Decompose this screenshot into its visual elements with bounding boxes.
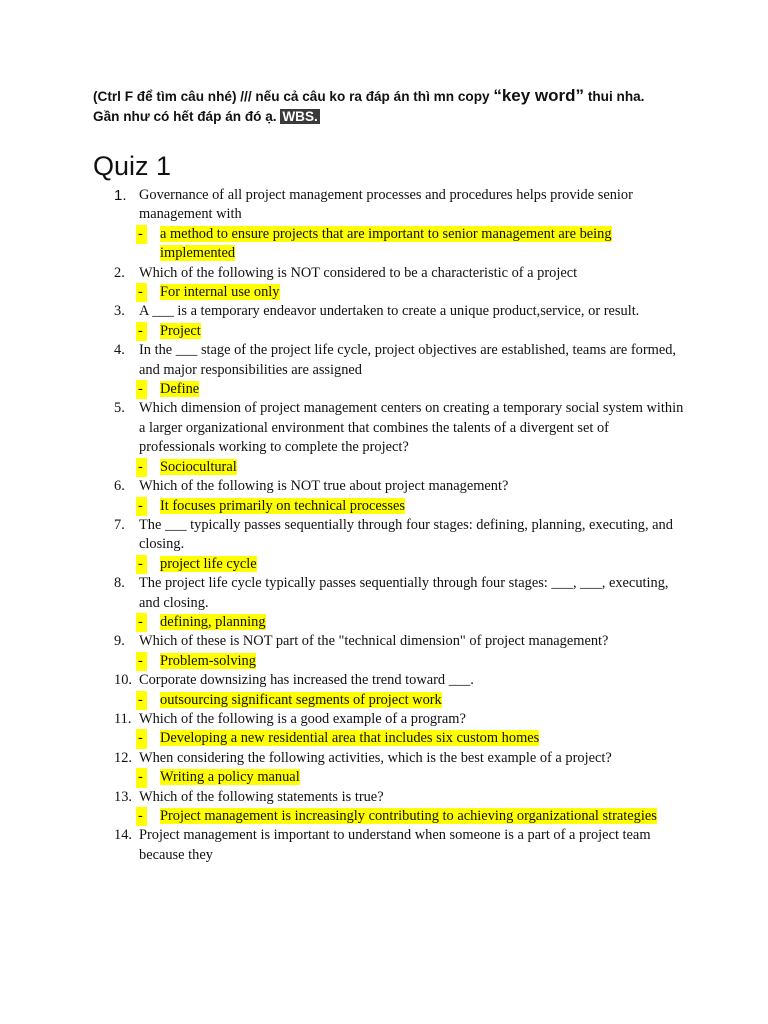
question-text: Project management is important to understand when someone is a part of a project team because they — [139, 827, 651, 863]
question — [114, 788, 684, 807]
question-number: 12. — [114, 749, 132, 766]
question-item — [114, 574, 684, 632]
answer — [114, 691, 684, 710]
question-item — [114, 516, 684, 574]
question-number: 2. — [114, 264, 125, 281]
answer-bullet: - — [136, 283, 147, 302]
answer-bullet: - — [136, 729, 147, 748]
answer-bullet: - — [136, 497, 147, 516]
question-number: 7. — [114, 516, 125, 533]
question-item — [114, 749, 684, 788]
question-text: Which of these is NOT part of the "technical dimension" of project management? — [139, 633, 609, 650]
answer-bullet: - — [136, 458, 147, 477]
answer — [114, 768, 684, 787]
question-number: 5. — [114, 400, 125, 417]
answer-text: Project — [160, 322, 201, 339]
question-text: In the ___ stage of the project life cycle, project objectives are established, teams are formed, and major responsibilities are assigned — [139, 342, 677, 378]
intro-text: (Ctrl F để tìm câu nhé) /// nếu cả câu ko ra đáp án thì mn copy — [93, 89, 494, 104]
answer-bullet: - — [136, 380, 147, 399]
question-list — [114, 186, 684, 865]
answer — [114, 458, 684, 477]
question-item — [114, 671, 684, 710]
question — [114, 826, 684, 865]
question — [114, 186, 684, 225]
question-number: 11. — [114, 710, 132, 727]
question-number: 3. — [114, 303, 125, 320]
intro-note — [93, 86, 713, 127]
question-text: Which of the following statements is true? — [139, 788, 384, 805]
answer-text: defining, planning — [160, 613, 266, 630]
question — [114, 302, 684, 321]
question-number: 8. — [114, 575, 125, 592]
question-item — [114, 632, 684, 671]
question-text: The project life cycle typically passes sequentially through four stages: ___, ___, executing, and closing. — [139, 575, 669, 611]
answer — [114, 555, 684, 574]
answer — [114, 652, 684, 671]
answer — [114, 613, 684, 632]
question — [114, 516, 684, 555]
question-item — [114, 710, 684, 749]
answer-text: outsourcing significant segments of project work — [160, 691, 442, 708]
question-number: 13. — [114, 788, 132, 805]
intro-line-2: Gần như có hết đáp án đó ạ. — [93, 109, 281, 124]
answer-bullet: - — [136, 225, 147, 244]
answer-text: Sociocultural — [160, 458, 237, 475]
question-text: Which of the following is NOT considered to be a characteristic of a project — [139, 264, 578, 281]
answer — [114, 225, 684, 264]
answer-text: Developing a new residential area that includes six custom homes — [160, 730, 540, 747]
question — [114, 341, 684, 380]
answer-bullet: - — [136, 613, 147, 632]
question-text: Which dimension of project management centers on creating a temporary social system within a larger organizational environment that combines the talents of a divergent set of professionals working to complete the project? — [139, 400, 684, 456]
key-word-text: “key word” — [493, 86, 585, 105]
question-item — [114, 399, 684, 477]
question-text: Corporate downsizing has increased the trend toward ___. — [139, 672, 474, 689]
answer — [114, 729, 684, 748]
answer — [114, 283, 684, 302]
question-item — [114, 341, 684, 399]
question-item — [114, 302, 684, 341]
answer — [114, 322, 684, 341]
answer-text: project life cycle — [160, 555, 257, 572]
answer-text: Problem-solving — [160, 652, 256, 669]
answer-bullet: - — [136, 652, 147, 671]
question-item — [114, 264, 684, 303]
question-text: Which of the following is NOT true about project management? — [139, 478, 509, 495]
answer-text: a method to ensure projects that are important to senior management are being implemented — [160, 225, 612, 262]
question-text: The ___ typically passes sequentially through four stages: defining, planning, executing, and closing. — [139, 516, 673, 553]
question — [114, 749, 684, 768]
answer-bullet: - — [136, 322, 147, 341]
answer-bullet: - — [136, 807, 147, 826]
question-number: 1. — [114, 187, 127, 204]
question — [114, 710, 684, 729]
question-item — [114, 477, 684, 516]
question-text: Governance of all project management processes and procedures helps provide senior management with — [139, 187, 633, 223]
question — [114, 477, 684, 496]
answer-bullet: - — [136, 555, 147, 574]
question-number: 6. — [114, 478, 125, 495]
quiz-title: Quiz 1 — [93, 151, 172, 181]
answer — [114, 497, 684, 516]
wbs-tag: WBS. — [282, 109, 318, 124]
question-number: 14. — [114, 827, 132, 844]
answer-text: Writing a policy manual — [160, 769, 300, 786]
question — [114, 632, 684, 651]
question-number: 10. — [114, 672, 132, 689]
answer-bullet: - — [136, 691, 147, 710]
question-text: A ___ is a temporary endeavor undertaken to create a unique product,service, or result. — [139, 303, 640, 320]
question — [114, 399, 684, 457]
answer-text: Define — [160, 381, 200, 398]
answer — [114, 807, 684, 826]
intro-text-end: thui nha. — [584, 89, 645, 104]
answer-text: Project management is increasingly contributing to achieving organizational strategies — [160, 808, 657, 824]
question-item — [114, 826, 684, 865]
question — [114, 574, 684, 613]
question-item — [114, 788, 684, 827]
question-item — [114, 186, 684, 264]
answer-text: For internal use only — [160, 284, 280, 301]
question — [114, 264, 684, 283]
answer — [114, 380, 684, 399]
answer-text: It focuses primarily on technical processes — [160, 497, 405, 514]
answer-bullet: - — [136, 768, 147, 787]
question-number: 9. — [114, 633, 125, 650]
question-number: 4. — [114, 342, 125, 359]
question-text: When considering the following activities, which is the best example of a project? — [139, 749, 612, 766]
question — [114, 671, 684, 690]
question-text: Which of the following is a good example of a program? — [139, 710, 466, 727]
